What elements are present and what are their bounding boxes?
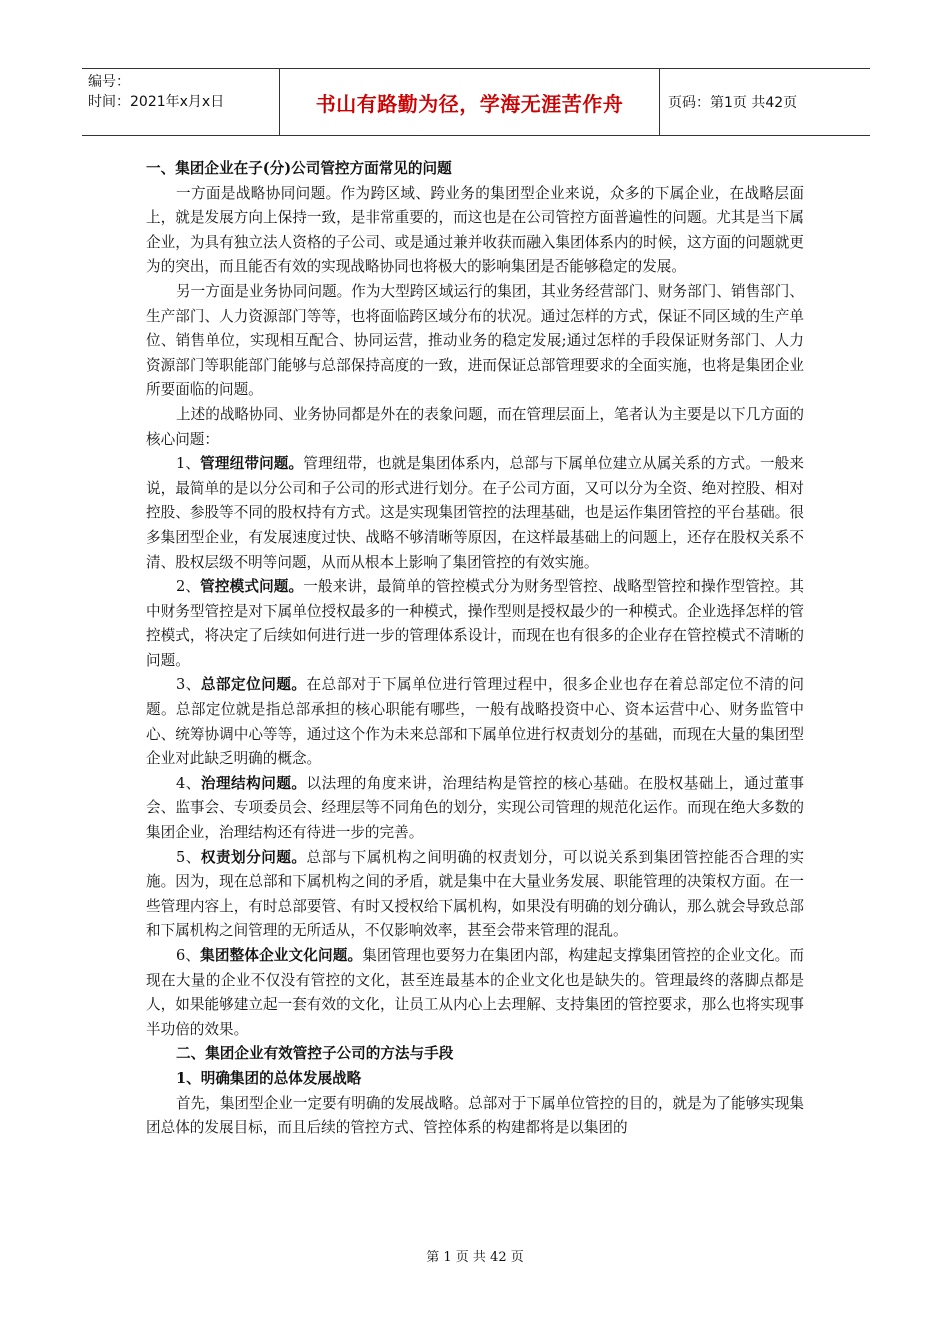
item-keyword: 管控模式问题。 <box>200 578 304 596</box>
item-keyword: 治理结构问题。 <box>200 774 307 792</box>
item-keyword: 管理纽带问题。 <box>200 455 304 473</box>
paragraph: 另一方面是业务协同问题。作为大型跨区域运行的集团，其业务经营部门、财务部门、销售部门、生产部门、人力资源部门等等，也将面临跨区域分布的状况。通过怎样的方式，保证不同区域的生产单位、销售单位，实现相互配合、协同运营，推动业务的稳定发展;通过怎样的手段保证财务部门、人力资源部门等职能部门能够与总部保持高度的一致，进而保证总部管理要求的全面实施，也将是集团企业所要面临的问题。 <box>146 282 804 399</box>
item-keyword: 权责划分问题。 <box>200 848 307 866</box>
paragraph: 首先，集团型企业一定要有明确的发展战略。总部对于下属单位管控的目的，就是为了能够实现集团总体的发展目标，而且后续的管控方式、管控体系的构建都将是以集团的 <box>146 1094 804 1137</box>
list-item <box>146 944 804 1042</box>
item-text: 总部与下属机构之间明确的权责划分，可以说关系到集团管控能否合理的实施。因为，现在总部和下属机构之间的矛盾，就是集中在大量业务发展、职能管理的决策权方面。在一些管理内容上，有时总部要管、有时又授权给下属机构，如果没有明确的划分确认，那么就会导致总部和下属机构之间管理的无所适从，不仅影响效率，甚至会带来管理的混乱。 <box>146 848 804 940</box>
item-keyword: 集团整体企业文化问题。 <box>200 947 363 964</box>
header-page-number: 页码：第1页 共42页 <box>668 95 798 111</box>
item-number: 3、 <box>176 676 201 694</box>
item-text: 在总部对于下属单位进行管理过程中，很多企业也存在着总部定位不清的问题。总部定位就是指总部承担的核心职能有哪些，一般有战略投资中心、资本运营中心、财务监管中心、统筹协调中心等等，通过这个作为未来总部和下属单位进行权责划分的基础，而现在大量的集团型企业对此缺乏明确的概念。 <box>146 676 804 768</box>
header-motto: 书山有路勤为径，学海无涯苦作舟 <box>315 91 624 116</box>
list-item <box>146 673 804 771</box>
item-number: 5、 <box>176 848 201 866</box>
list-item <box>146 846 804 944</box>
paragraph: 一方面是战略协同问题。作为跨区域、跨业务的集团型企业来说，众多的下属企业，在战略层面上，就是发展方向上保持一致，是非常重要的，而这也是在公司管控方面普遍性的问题。尤其是当下属企业，为具有独立法人资格的子公司、或是通过兼并收获而融入集团体系内的时候，这方面的问题就更为的突出，而且能否有效的实现战略协同也将极大的影响集团是否能够稳定的发展。 <box>146 184 804 276</box>
header-motto-cell <box>280 69 660 135</box>
item-text: 集团管理也要努力在集团内部，构建起支撑集团管控的企业文化。而现在大量的企业不仅没有管控的文化，甚至连最基本的企业文化也是缺失的。管理最终的落脚点都是人，如果能够建立起一套有效的文化，让员工从内心上去理解、支持集团的管控要求，那么也将实现事半功倍的效果。 <box>146 947 804 1038</box>
item-text: 一般来讲，最简单的管控模式分为财务型管控、战略型管控和操作型管控。其中财务型管控是对下属单位授权最多的一种模式，操作型则是授权最少的一种模式。企业选择怎样的管控模式，将决定了后续如何进行进一步的管理体系设计，而现在也有很多的企业存在管控模式不清晰的问题。 <box>146 578 804 669</box>
header-meta <box>82 69 280 135</box>
header-page-cell <box>660 69 870 135</box>
item-keyword: 总部定位问题。 <box>200 676 307 694</box>
item-number: 6、 <box>176 947 201 964</box>
item-text: 管理纽带，也就是集团体系内，总部与下属单位建立从属关系的方式。一般来说，最简单的是以分公司和子公司的形式进行划分。在子公司方面，又可以分为全资、绝对控股、相对控股、参股等不同的股权持有方式。这是实现集团管控的法理基础，也是运作集团管控的平台基础。很多集团型企业，有发展速度过快、战略不够清晰等原因，在这样最基础上的问题上，还存在股权关系不清、股权层级不明等问题，从而从根本上影响了集团管控的有效实施。 <box>146 455 804 571</box>
page-header <box>82 68 870 136</box>
list-item <box>146 452 804 575</box>
document-number-label: 编号： <box>88 74 130 90</box>
item-number: 4、 <box>176 774 201 792</box>
subsection-heading: 1、明确集团的总体发展战略 <box>176 1069 362 1087</box>
item-number: 1、 <box>176 455 201 473</box>
document-body <box>146 157 804 1141</box>
item-text: 以法理的角度来讲，治理结构是管控的核心基础。在股权基础上，通过董事会、监事会、专项委员会、经理层等不同角色的划分，实现公司管理的规范化运作。而现在绝大多数的集团企业，治理结构还有待进一步的完善。 <box>146 774 804 842</box>
document-time-label: 时间：2021年x月x日 <box>88 94 225 110</box>
list-item <box>146 772 804 846</box>
item-number: 2、 <box>176 578 201 596</box>
paragraph: 上述的战略协同、业务协同都是外在的表象问题，而在管理层面上，笔者认为主要是以下几方面的核心问题： <box>146 405 804 448</box>
list-item <box>146 575 804 673</box>
footer-page-number: 第 1 页 共 42 页 <box>426 1250 524 1265</box>
section-heading: 二、集团企业有效管控子公司的方法与手段 <box>176 1045 454 1063</box>
page-footer <box>0 1246 950 1265</box>
section-heading: 一、集团企业在子(分)公司管控方面常见的问题 <box>146 160 452 177</box>
